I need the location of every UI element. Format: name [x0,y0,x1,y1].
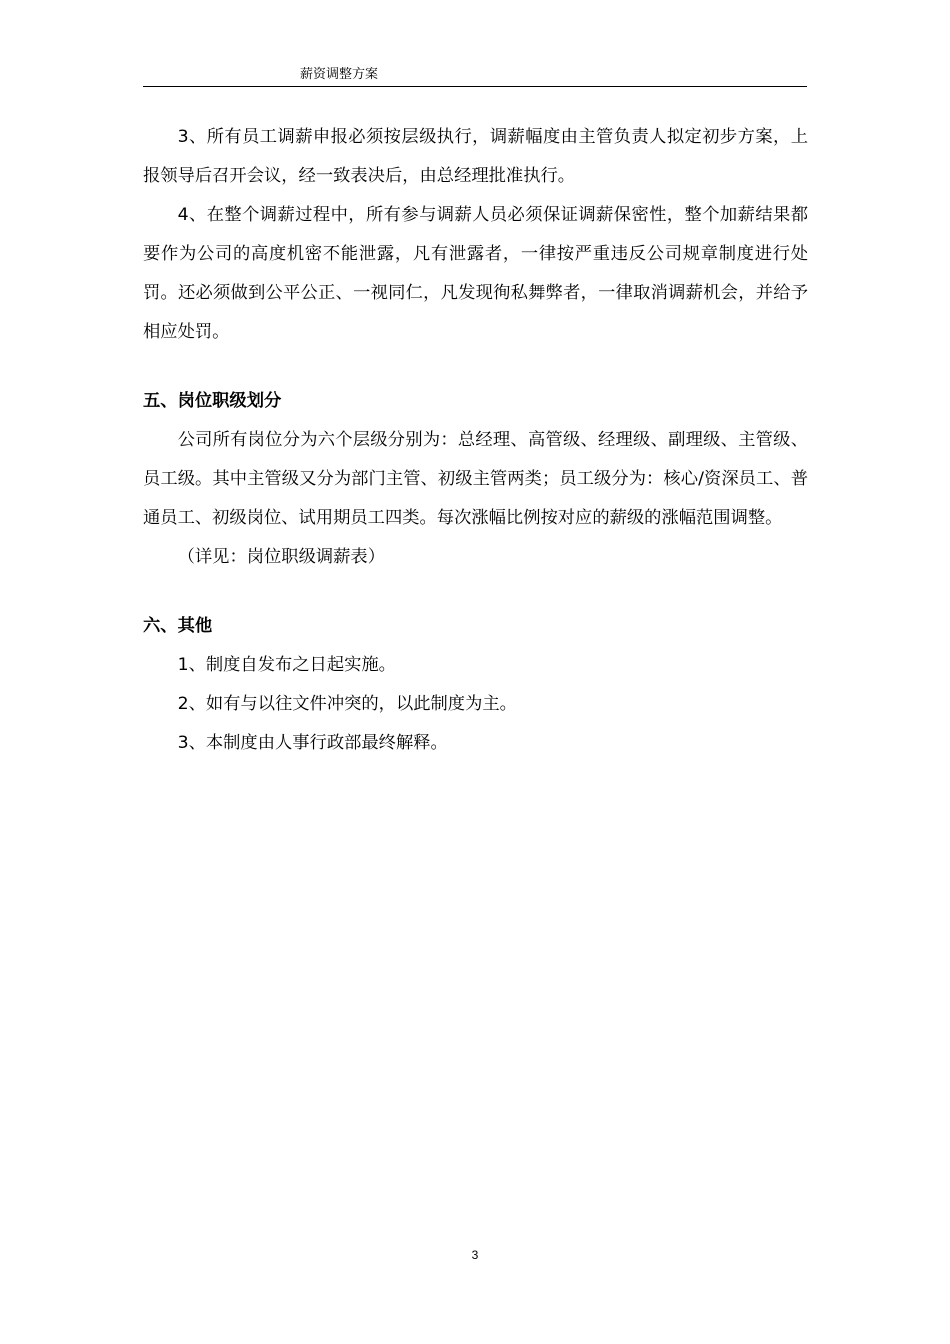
section-heading-6: 六、其他 [143,616,213,636]
section-5-paragraph: 公司所有岗位分为六个层级分别为：总经理、高管级、经理级、副理级、主管级、员工级。其中主管级又分为部门主管、初级主管两类；员工级分为：核心/资深员工、普通员工、初级岗位、试用期员工四类。每次涨幅比例按对应的薪级的涨幅范围调整。 [143,430,808,528]
document-body [143,118,808,763]
section-gap [143,352,808,382]
section-5-note: （详见：岗位职级调薪表） [177,547,385,567]
running-header-title: 薪资调整方案 [300,67,379,82]
header-rule [143,86,807,87]
section-heading-5: 五、岗位职级划分 [143,391,282,411]
section-gap [143,577,808,607]
section-6-item-2: 2、如有与以往文件冲突的，以此制度为主。 [177,694,517,714]
paragraph-item-3: 3、所有员工调薪申报必须按层级执行，调薪幅度由主管负责人拟定初步方案，上报领导后召开会议，经一致表决后，由总经理批准执行。 [143,127,808,186]
paragraph-item-4: 4、在整个调薪过程中，所有参与调薪人员必须保证调薪保密性，整个加薪结果都要作为公司的高度机密不能泄露，凡有泄露者，一律按严重违反公司规章制度进行处罚。还必须做到公平公正、一视同仁，凡发现徇私舞弊者，一律取消调薪机会，并给予相应处罚。 [143,205,808,342]
section-6-item-1: 1、制度自发布之日起实施。 [177,655,396,675]
section-6-item-3: 3、本制度由人事行政部最终解释。 [177,733,448,753]
page-number: 3 [471,1248,479,1262]
